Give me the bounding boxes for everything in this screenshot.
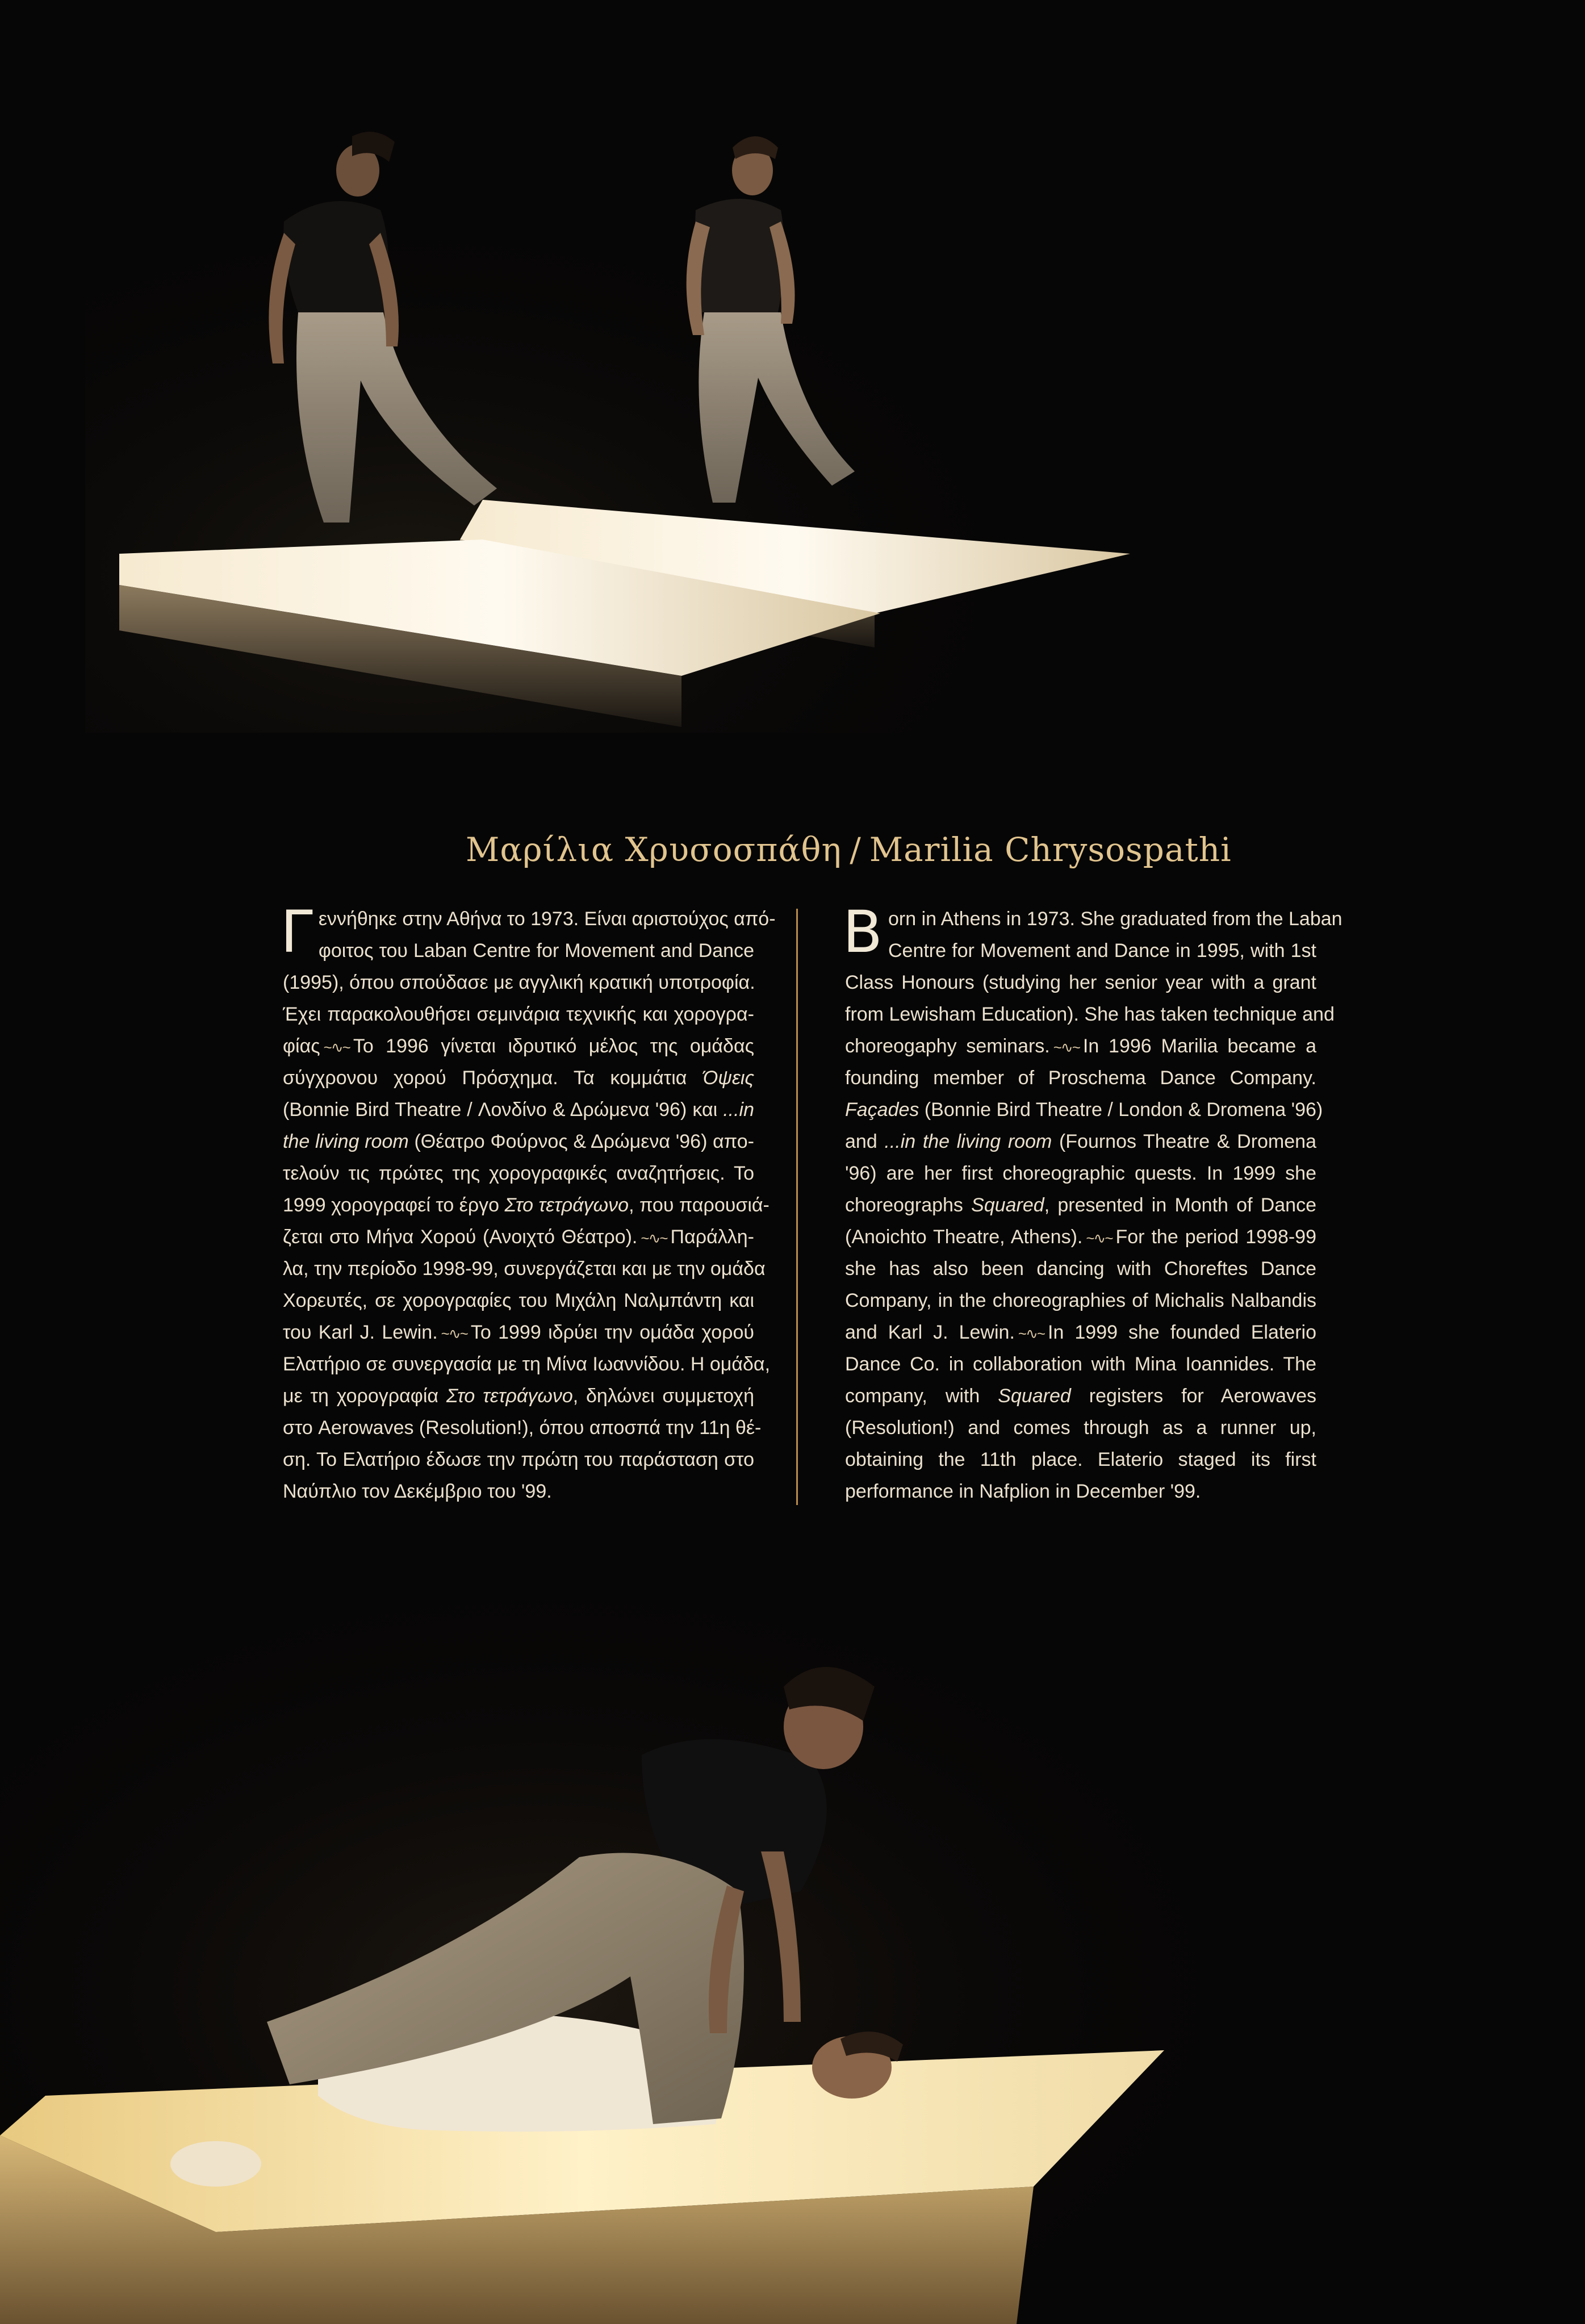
greek-italic-title: Όψεις xyxy=(702,1067,755,1089)
greek-text: ζεται στο Μήνα Χορού (Ανοιχτό Θέατρο). xyxy=(283,1226,638,1248)
greek-line: Χορευτές, σε χορογραφίες του Μιχάλη Ναλμπάντη και xyxy=(283,1290,754,1311)
english-biography-column xyxy=(843,898,1343,1507)
greek-italic-title: the living room xyxy=(283,1131,409,1152)
greek-line: Ναύπλιο τον Δεκέμβριο του '99. xyxy=(283,1481,552,1502)
greek-line: φοιτος του Laban Centre for Movement and Dance xyxy=(318,940,754,962)
greek-line xyxy=(283,1126,754,1157)
column-divider xyxy=(796,909,798,1505)
english-line: Dance Co. in collaboration with Mina Ioannides. The xyxy=(845,1353,1316,1375)
english-text: and Karl J. Lewin. xyxy=(845,1322,1015,1343)
english-line: she has also been dancing with Choreftes Dance xyxy=(845,1258,1316,1280)
ornament-icon: ~∿~ xyxy=(641,1230,667,1247)
english-text: and xyxy=(845,1131,877,1152)
english-line: from Lewisham Education). She has taken technique and xyxy=(845,1004,1335,1025)
english-line xyxy=(845,1380,1316,1412)
title-separator: / xyxy=(850,830,861,869)
english-line: Company, in the choreographies of Michalis Nalbandis xyxy=(845,1290,1316,1311)
greek-text: , δηλώνει συμμετοχή xyxy=(572,1385,754,1407)
english-text: company, with xyxy=(845,1385,980,1407)
english-text: For the period 1998-99 xyxy=(1115,1226,1316,1248)
english-line xyxy=(845,1030,1316,1062)
greek-text: 1999 χορογραφεί το έργο xyxy=(283,1194,500,1216)
greek-line xyxy=(283,1030,754,1062)
english-line xyxy=(845,1189,1316,1221)
greek-text: με τη χορογραφία xyxy=(283,1385,439,1407)
greek-line: τελούν τις πρώτες της χορογραφικές αναζητήσεις. Το xyxy=(283,1163,754,1184)
english-text: (Fournos Theatre & Dromena xyxy=(1059,1131,1316,1152)
english-italic-title: Squared xyxy=(998,1385,1071,1407)
english-text: (Anoichto Theatre, Athens). xyxy=(845,1226,1083,1248)
ornament-icon: ~∿~ xyxy=(1018,1325,1045,1342)
greek-line xyxy=(283,1316,754,1348)
english-dropcap: B xyxy=(843,898,883,966)
english-line: Class Honours (studying her senior year with a grant xyxy=(845,972,1316,993)
greek-text: Παράλλη- xyxy=(670,1226,754,1248)
greek-line: εννήθηκε στην Αθήνα το 1973. Είναι αριστούχος από- xyxy=(318,908,776,930)
greek-text: Το 1996 γίνεται ιδρυτικό μέλος της ομάδας xyxy=(353,1035,754,1057)
greek-dropcap: Γ xyxy=(281,898,313,966)
greek-italic-title: Στο τετράγωνο xyxy=(446,1385,573,1407)
ornament-icon: ~∿~ xyxy=(1086,1230,1113,1247)
english-text: , presented in Month of Dance xyxy=(1044,1194,1316,1216)
greek-line xyxy=(283,1062,754,1094)
english-line: obtaining the 11th place. Elaterio staged its first xyxy=(845,1449,1316,1470)
english-line xyxy=(845,1316,1316,1348)
greek-line xyxy=(283,1189,770,1221)
english-text: In 1996 Marilia became a xyxy=(1082,1035,1316,1057)
english-text: choreographs xyxy=(845,1194,963,1216)
greek-line: ση. Το Ελατήριο έδωσε την πρώτη του παράσταση στο xyxy=(283,1449,754,1470)
english-italic-title: ...in the living room xyxy=(884,1131,1052,1152)
english-line xyxy=(845,1221,1316,1253)
english-line: Centre for Movement and Dance in 1995, with 1st xyxy=(888,940,1316,962)
title-greek: Μαρίλια Χρυσοσπάθη xyxy=(466,830,842,869)
greek-text: του Karl J. Lewin. xyxy=(283,1322,438,1343)
greek-text: σύγχρονου χορού Πρόσχημα. Τα κομμάτια xyxy=(283,1067,687,1089)
greek-text: , που παρουσιά- xyxy=(629,1194,770,1216)
greek-text: Το 1999 ιδρύει την ομάδα χορού xyxy=(470,1322,754,1343)
english-line xyxy=(845,1094,1323,1126)
greek-italic-title: ...in xyxy=(723,1099,755,1121)
english-line: (Resolution!) and comes through as a runner up, xyxy=(845,1417,1316,1439)
page-title xyxy=(466,830,1232,881)
english-italic-title: Squared xyxy=(971,1194,1044,1216)
ornament-icon: ~∿~ xyxy=(1053,1039,1080,1056)
greek-line: Ελατήριο σε συνεργασία με τη Μίνα Ιωαννίδου. Η ομάδα, xyxy=(283,1353,771,1375)
greek-line: (1995), όπου σπούδασε με αγγλική κρατική υποτροφία. xyxy=(283,972,755,993)
bottom-performance-photo xyxy=(0,1590,1215,2324)
english-italic-title: Façades xyxy=(845,1099,919,1121)
english-line: performance in Nafplion in December '99. xyxy=(845,1481,1201,1502)
ornament-icon: ~∿~ xyxy=(323,1039,350,1056)
english-text: In 1999 she founded Elaterio xyxy=(1048,1322,1316,1343)
english-line: founding member of Proschema Dance Company. xyxy=(845,1067,1316,1089)
ornament-icon: ~∿~ xyxy=(441,1325,467,1342)
greek-line xyxy=(283,1221,754,1253)
greek-line xyxy=(283,1094,754,1126)
greek-text: φίας xyxy=(283,1035,320,1057)
greek-line xyxy=(283,1380,754,1412)
english-line: '96) are her first choreographic quests. In 1999 she xyxy=(845,1163,1316,1184)
english-line: orn in Athens in 1973. She graduated from the Laban xyxy=(888,908,1343,930)
english-text: choreogaphy seminars. xyxy=(845,1035,1050,1057)
english-text: (Bonnie Bird Theatre / London & Dromena '96) xyxy=(924,1099,1323,1121)
greek-biography-column xyxy=(281,898,776,1507)
greek-text: (Bonnie Bird Theatre / Λονδίνο & Δρώμενα '96) και xyxy=(283,1099,718,1121)
greek-line: λα, την περίοδο 1998-99, συνεργάζεται και με την ομάδα xyxy=(283,1258,766,1280)
greek-italic-title: Στο τετράγωνο xyxy=(504,1194,629,1216)
greek-line: Έχει παρακολουθήσει σεμινάρια τεχνικής και χορογρα- xyxy=(283,1004,754,1025)
top-performance-photo xyxy=(85,102,1164,733)
title-english: Marilia Chrysospathi xyxy=(869,830,1232,869)
english-line xyxy=(845,1126,1316,1157)
english-text: registers for Aerowaves xyxy=(1089,1385,1317,1407)
greek-text: (Θέατρο Φούρνος & Δρώμενα '96) απο- xyxy=(414,1131,754,1152)
greek-line: στο Aerowaves (Resolution!), όπου αποσπά την 11η θέ- xyxy=(283,1417,762,1439)
